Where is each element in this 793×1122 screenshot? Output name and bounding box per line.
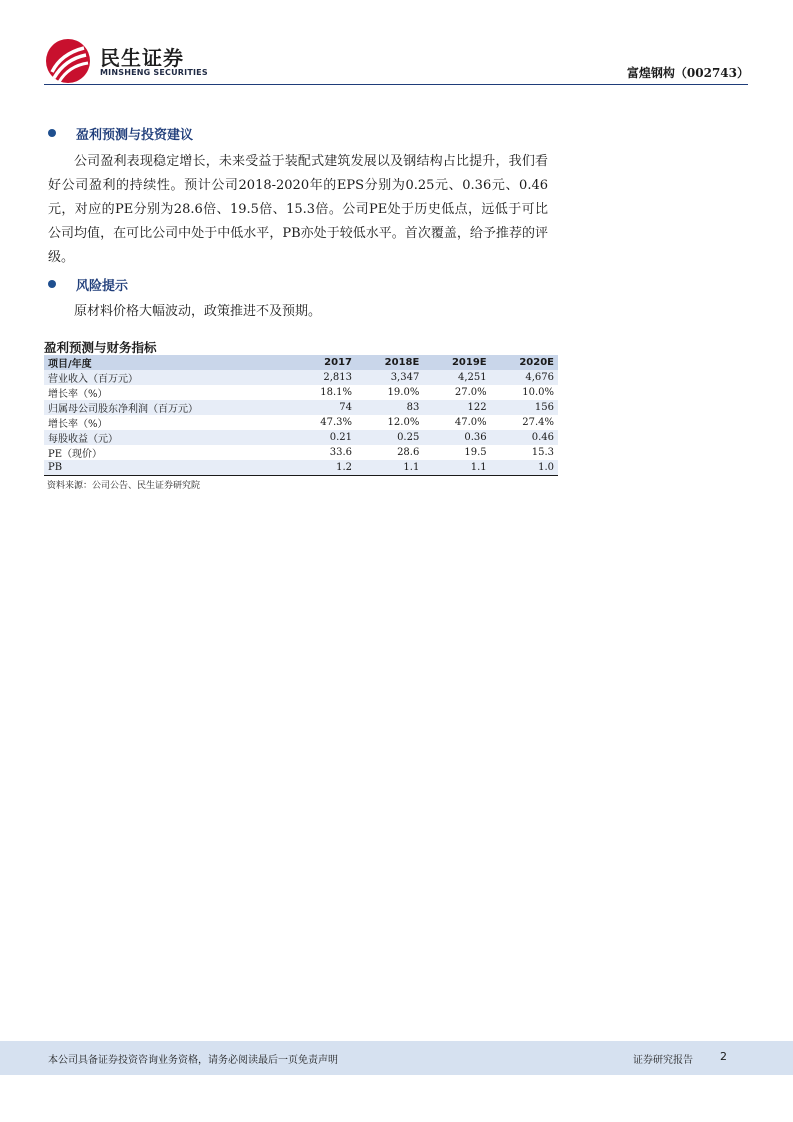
- table-cell: 122: [423, 400, 490, 415]
- table-row: [44, 430, 558, 445]
- section-heading-risk: [48, 275, 128, 294]
- table-cell: 74: [293, 400, 356, 415]
- bullet-icon: [48, 280, 56, 288]
- logo-chinese-name: 民生证券: [100, 46, 184, 70]
- table-cell: 4,251: [423, 370, 490, 385]
- table-header-cell: 2019E: [423, 355, 490, 370]
- table-cell: 19.0%: [387, 387, 420, 398]
- section-heading-risk-label: 风险提示: [76, 279, 129, 294]
- table-cell: 15.3: [531, 447, 554, 458]
- table-cell: 1.1: [356, 460, 423, 475]
- table-cell: 1.1: [423, 460, 490, 475]
- table-cell: PE（现价）: [48, 449, 103, 460]
- risk-paragraph: [48, 300, 548, 324]
- forecast-paragraph: [48, 150, 548, 270]
- table-header-cell: 2020E: [491, 355, 558, 370]
- bullet-icon: [48, 129, 56, 137]
- table-row: [44, 400, 558, 415]
- logo-english-name: MINSHENG SECURITIES: [100, 68, 208, 77]
- table-header-row: [44, 355, 558, 370]
- section-heading-forecast-label: 盈利预测与投资建议: [76, 128, 194, 143]
- table-cell: 2,813: [293, 370, 356, 385]
- table-cell: 归属母公司股东净利润（百万元）: [44, 400, 293, 415]
- table-title: 盈利预测与财务指标: [44, 338, 558, 358]
- table-cell: 47.3%: [320, 417, 353, 428]
- table-cell: 4,676: [491, 370, 558, 385]
- page-header: [0, 0, 793, 90]
- table-cell: 156: [491, 400, 558, 415]
- footer-disclaimer: 本公司具备证券投资咨询业务资格，请务必阅读最后一页免责声明: [48, 1055, 338, 1066]
- table-cell: 0.25: [356, 430, 423, 445]
- page-number: 2: [720, 1050, 727, 1063]
- table-cell: 0.21: [293, 430, 356, 445]
- table-cell: 28.6: [397, 447, 420, 458]
- table-cell: 33.6: [329, 447, 353, 458]
- table-cell: 27.0%: [454, 387, 487, 398]
- header-divider: [44, 84, 748, 85]
- table-row: [44, 385, 558, 400]
- page-footer: [0, 1041, 793, 1075]
- table-cell: 增长率（%）: [48, 419, 108, 430]
- table-cell: 83: [356, 400, 423, 415]
- table-cell: 10.0%: [522, 387, 554, 398]
- table-header-cell: 项目/年度: [44, 355, 293, 370]
- financial-forecast-table: [44, 355, 558, 476]
- table-cell: 27.4%: [522, 417, 554, 428]
- table-row: [44, 415, 558, 430]
- table-cell: 1.2: [293, 460, 356, 475]
- table-cell: 12.0%: [387, 417, 420, 428]
- risk-paragraph-text: 原材料价格大幅波动，政策推进不及预期。: [74, 304, 322, 319]
- table-cell: 营业收入（百万元）: [44, 370, 293, 385]
- table-cell: 增长率（%）: [48, 389, 108, 400]
- table-cell: 18.1%: [320, 387, 353, 398]
- table-cell: 3,347: [356, 370, 423, 385]
- footer-report-type: 证券研究报告: [633, 1055, 693, 1066]
- table-cell: 1.0: [491, 460, 558, 475]
- table-cell: 19.5: [464, 447, 487, 458]
- table-source-note: 资料来源：公司公告、民生证券研究院: [47, 481, 201, 491]
- table-cell: 每股收益（元）: [44, 430, 293, 445]
- forecast-paragraph-text: 公司盈利表现稳定增长，未来受益于装配式建筑发展以及钢结构占比提升，我们看好公司盈利的持续性。预计公司2018-2020年的EPS分别为0.25元、0.36元、0.46元，对应的PE分别为28.6倍、19.5倍、15.3倍。公司PE处于历史低点，远低于可比公司均值，在可比公司中处于中低水平，PB亦处于较低水平。首次覆盖，给予推荐的评级。: [48, 154, 548, 265]
- table-row: [44, 460, 558, 475]
- company-stock-code: 富煌钢构（002743）: [626, 66, 749, 80]
- table-cell: PB: [44, 460, 293, 475]
- table-header-cell: 2018E: [356, 355, 423, 370]
- table-row: [44, 445, 558, 460]
- section-heading-forecast: [48, 124, 193, 143]
- table-header-cell: 2017: [293, 355, 356, 370]
- minsheng-logo-icon: [44, 38, 92, 84]
- table-cell: 0.46: [491, 430, 558, 445]
- table-cell: 0.36: [423, 430, 490, 445]
- table-row: [44, 370, 558, 385]
- table-cell: 47.0%: [454, 417, 487, 428]
